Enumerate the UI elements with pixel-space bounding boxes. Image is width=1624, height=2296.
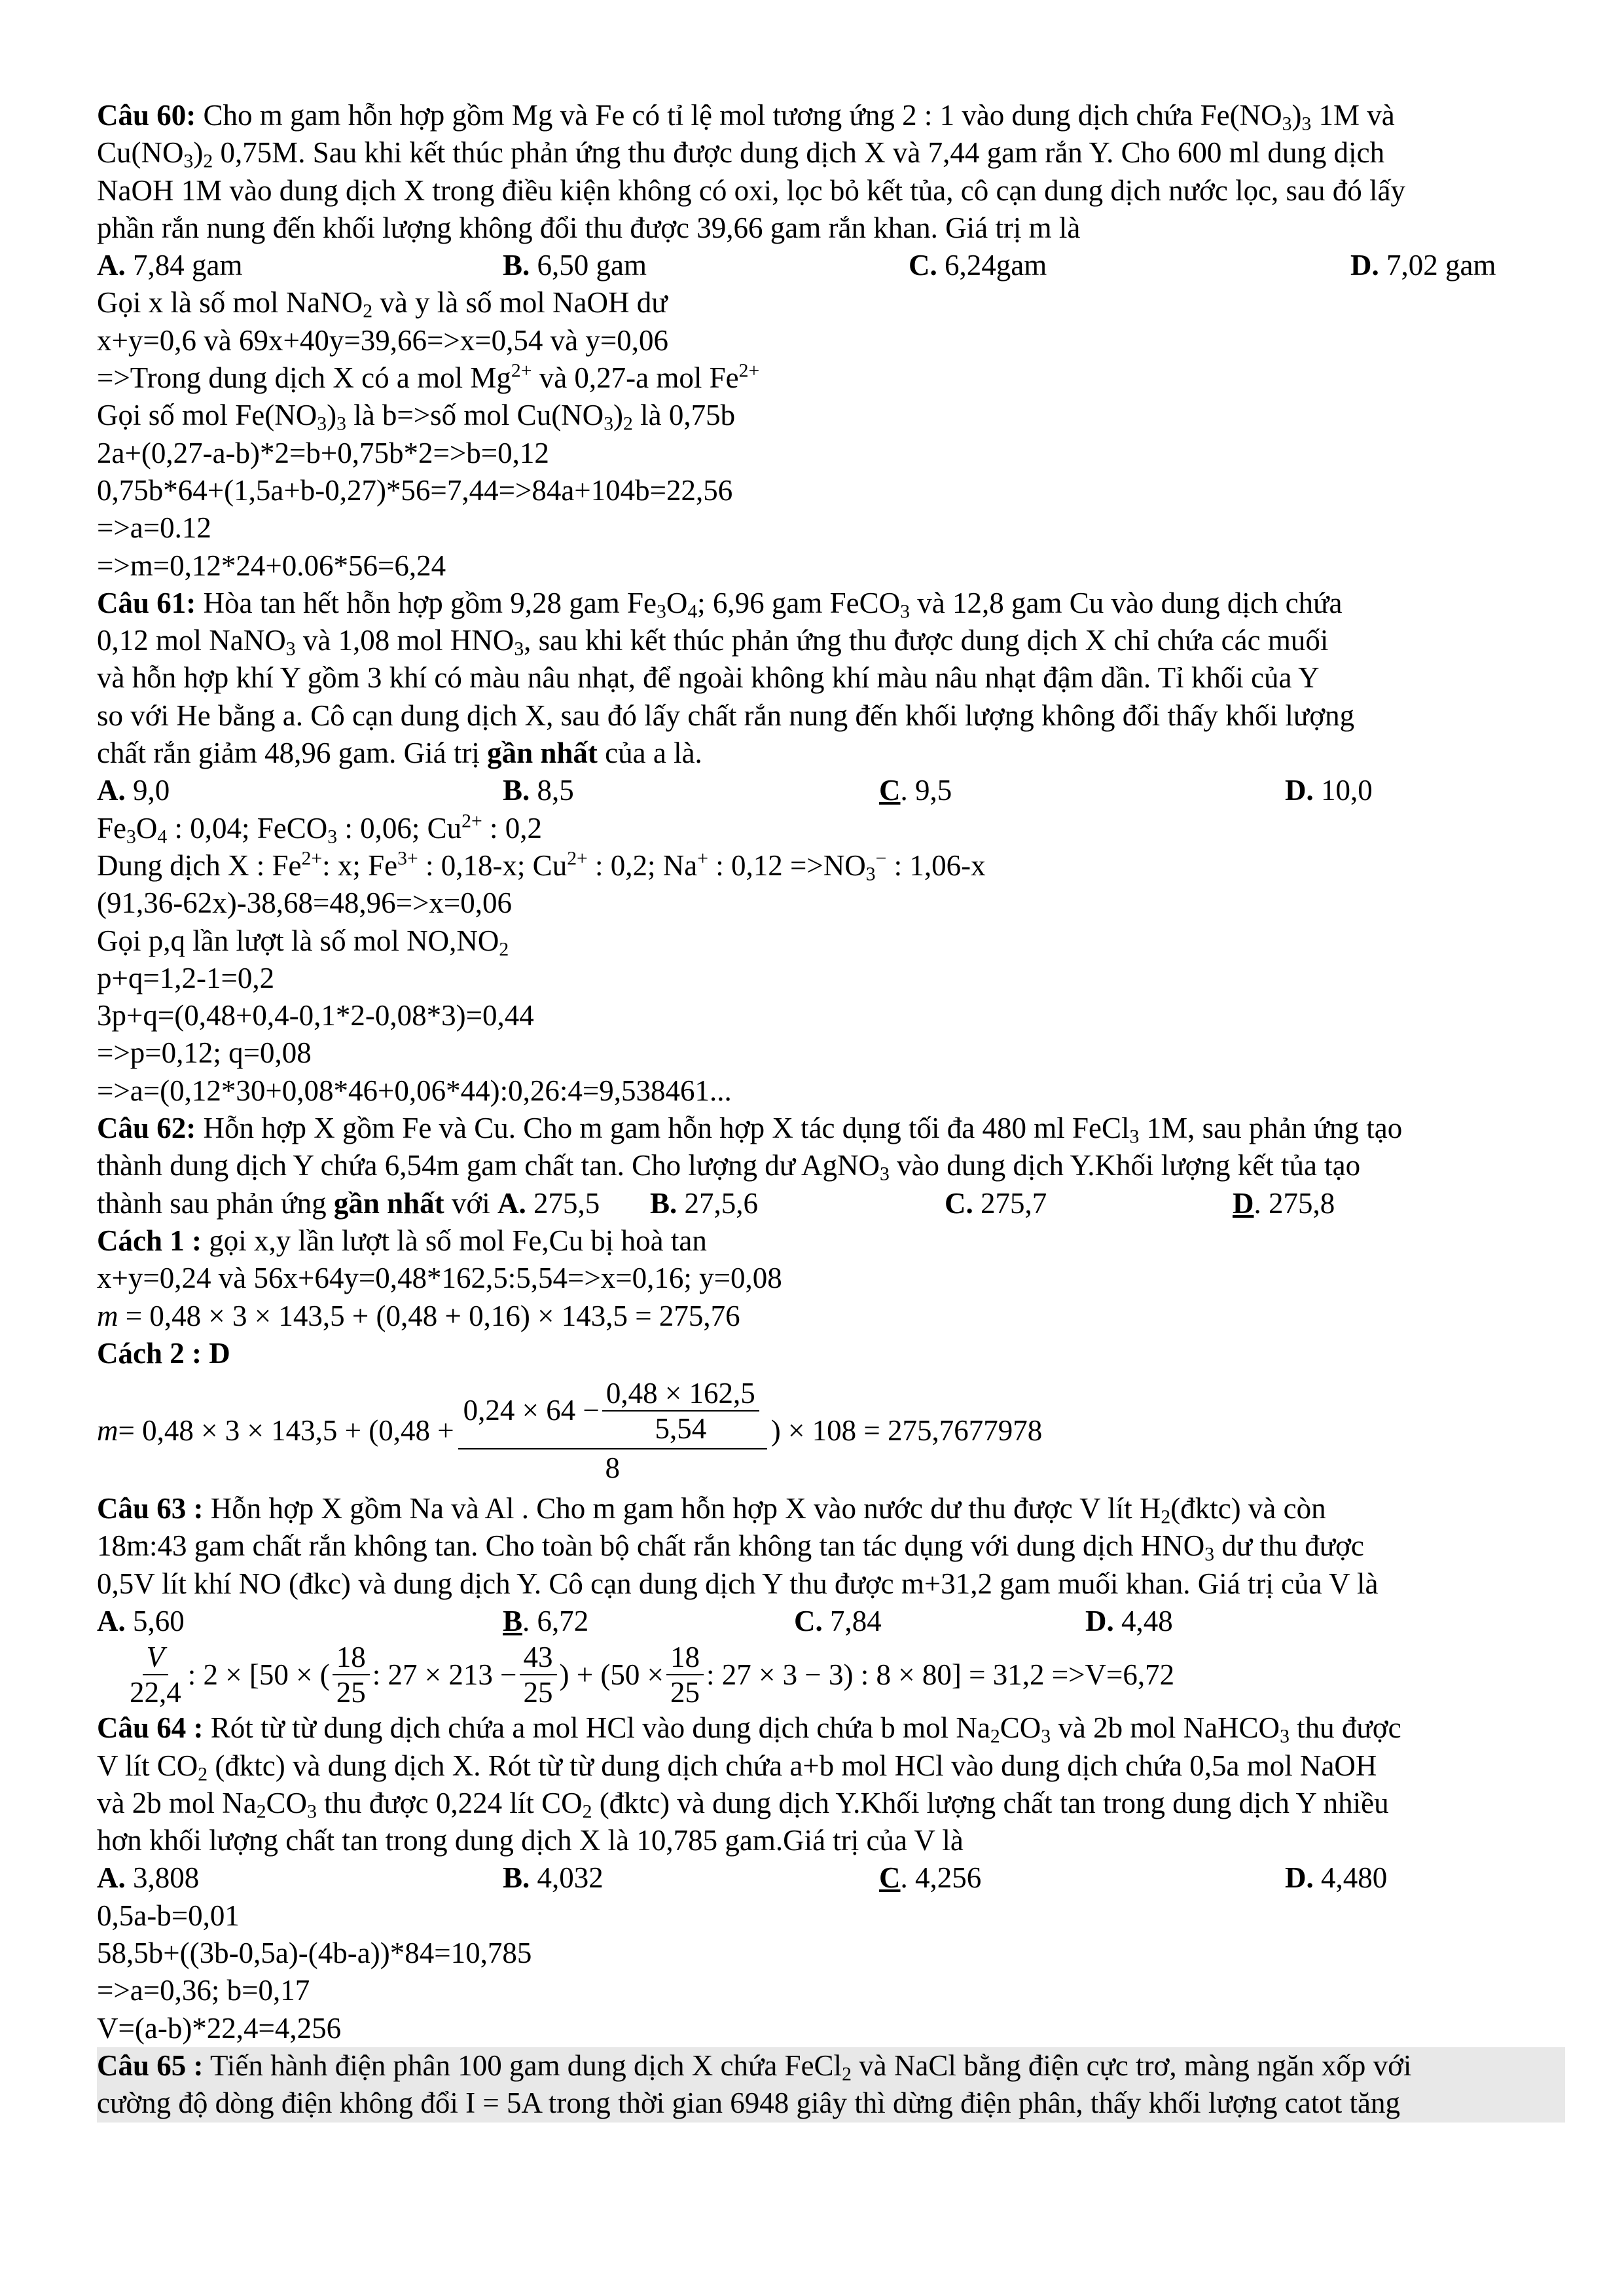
q61-option-a: A. 9,0 [97,774,170,807]
q63-line-2: 18m:43 gam chất rắn không tan. Cho toàn bộ chất rắn không tan tác dụng với dung dịch $HNO_3$ dư thu được [97,1529,1364,1565]
q62-line-2: thành dung dịch Y chứa 6,54m gam chất tan. Cho lượng dư AgNO$_3$ vào dung dịch Y.Khối lượng kết tủa tạo [97,1149,1361,1185]
q64-solution-4: V=(a-b)*22,4=4,256 [97,2011,342,2045]
q60-option-d: D. 7,02 gam [1350,249,1496,282]
q64-label: Câu 64 : [97,1711,204,1745]
q63-line-1: Câu 63 : Hỗn hợp X gồm Na và Al . Cho m gam hỗn hợp X vào nước dư thu được V lít $H_2(đktc)$ và còn [97,1492,1326,1528]
q61-option-c: C. 9,5 [879,774,952,807]
question-64 [97,1709,1565,2047]
q61-option-d: D. 10,0 [1285,774,1373,807]
q64-line-1: Câu 64 : Rót từ từ dung dịch chứa a mol HCl vào dung dịch chứa b mol $Na_2CO_3$ và 2b mol NaHCO$_3$ thu được [97,1711,1401,1747]
q64-line-3: và 2b mol $Na_2CO_3$ thu được 0,224 lít $CO_2$ (đktc) và dung dịch Y.Khối lượng chất tan trong dung dịch Y nhiều [97,1786,1389,1823]
q65-line-1: Câu 65 : Tiến hành điện phân 100 gam dung dịch X chứa FeCl$_2$ và NaCl bằng điện cực trơ, màng ngăn xốp với [97,2049,1412,2085]
q64-option-b: B. 4,032 [503,1861,604,1895]
question-62 [97,1110,1565,1486]
q61-options [97,772,1565,809]
question-63 [97,1490,1565,1709]
q60-solution-5: 2a+(0,27-a-b)*2=b+0,75b*2=>b=0,12 [97,436,549,469]
q64-option-a: A. 3,808 [97,1861,200,1895]
q63-option-c: C. 7,84 [794,1604,882,1637]
q60-solution-2: x+y=0,6 và 69x+40y=39,66=>x=0,54 và y=0,06 [97,323,668,357]
q64-solution-1: 0,5a-b=0,01 [97,1899,240,1932]
q65-line-2: cường độ dòng điện không đổi I = 5A trong thời gian 6948 giây thì dừng điện phân, thấy khối lượng catot tăng [97,2086,1400,2120]
q62-label: Câu 62: [97,1112,196,1145]
q65-label: Câu 65 : [97,2049,204,2082]
q62-compound-fraction: 0,24 × 64 − $\frac{0,48 \times 162,5}{5,54}$ 8 [458,1376,767,1486]
question-60 [97,97,1565,585]
q61-line-2: 0,12 mol NaNO$_3$ và 1,08 mol $HNO_3$, sau khi kết thúc phản ứng thu được dung dịch X chỉ chứa các muối [97,624,1329,660]
q63-option-b: B. 6,72 [503,1604,589,1637]
q61-solution-6: 3p+q=(0,48+0,4-0,1*2-0,08*3)=0,44 [97,999,534,1032]
q61-label: Câu 61: [97,586,196,619]
q63-option-d: D. 4,48 [1085,1604,1173,1637]
q60-options [97,247,1565,284]
q61-line-3: và hỗn hợp khí Y gồm 3 khí có màu nâu nhạt, để ngoài không khí màu nâu nhạt đậm dần. Tỉ khối của Y [97,661,1320,695]
q61-solution-3: (91,36-62x)-38,68=48,96=>x=0,06 [97,886,512,920]
q64-line-4: hơn khối lượng chất tan trong dung dịch X là 10,785 gam.Giá trị của V là [97,1824,964,1857]
q60-label: Câu 60: [97,99,196,132]
q60-solution-1: Gọi x là số mol NaNO$_2$ và y là số mol NaOH dư [97,286,668,322]
q64-solution-2: 58,5b+((3b-0,5a)-(4b-a))*84=10,785 [97,1937,532,1970]
q63-line-3: 0,5V lít khí NO (đkc) và dung dịch Y. Cô cạn dung dịch Y thu được m+31,2 gam muối khan. Giá trị của V là [97,1567,1379,1600]
q62-option-d: D. 275,8 [1233,1186,1335,1220]
q60-solution-6: 0,75b*64+(1,5a+b-0,27)*56=7,44=>84a+104b=22,56 [97,473,733,507]
q62-method-1-formula: m = 0,48 × 3 × 143,5 + (0,48 + 0,16) × 143,5 = 275,76 [97,1299,740,1332]
q61-solution-1: $Fe_3O_4$ : 0,04; FeCO$_3$ : 0,06; $Cu^{2+}$ : 0,2 [97,811,542,848]
q60-line-4: phần rắn nung đến khối lượng không đổi thu được 39,66 gam rắn khan. Giá trị m là [97,211,1081,244]
q60-option-a: A. 7,84 gam [97,249,243,282]
q64-option-d: D. 4,480 [1285,1861,1388,1895]
q62-option-b: B. 27,5,6 [650,1186,759,1220]
q60-option-c: C. 6,24gam [909,249,1047,282]
q62-method-1-step: x+y=0,24 và 56x+64y=0,48*162,5:5,54=>x=0,16; y=0,08 [97,1262,782,1295]
q60-line-1: Câu 60: Cho m gam hỗn hợp gồm Mg và Fe có tỉ lệ mol tương ứng 2 : 1 vào dung dịch chứa $Fe(NO_3)_3$ 1M và [97,99,1395,135]
q60-option-b: B. 6,50 gam [503,249,647,282]
q63-solution-formula: $\frac{V}{22,4}$ : 2 × [50 × ( $\frac{18}{25}$ : 27 × 213 − $\frac{43}{25}$ ) + (50 × $\frac{18}{25}$ : 27 × 3 − 3) : 8 × 80] = 31,2 =>V=6,72 [130,1641,1175,1709]
q60-solution-4: Gọi số mol $Fe(NO_3)_3$ là b=>số mol $Cu(NO_3)_2$ là 0,75b [97,399,736,435]
q61-line-5: chất rắn giảm 48,96 gam. Giá trị gần nhất của a là. [97,737,702,770]
q63-option-a: A. 5,60 [97,1604,185,1637]
q63-label: Câu 63 : [97,1492,204,1525]
q62-stem-with-option-a: thành sau phản ứng gần nhất với A. 275,5 [97,1186,600,1220]
q61-solution-2: Dung dịch X : $Fe^{2+}$: x; $Fe^{3+}$ : 0,18-x; $Cu^{2+}$ : 0,2; Na+ : $0,12 =>NO_3^-$ : 1,06-x [97,848,986,885]
question-61 [97,585,1565,1110]
q62-line-1: Câu 62: Hỗn hợp X gồm Fe và Cu. Cho m gam hỗn hợp X tác dụng tối đa 480 ml FeCl$_3$ 1M, sau phản ứng tạo [97,1112,1403,1148]
q61-solution-8: =>a=(0,12*30+0,08*46+0,06*44):0,26:4=9,538461... [97,1074,732,1107]
q61-option-b: B. 8,5 [503,774,574,807]
q64-line-2: V lít $CO_2$ (đktc) và dung dịch X. Rót từ từ dung dịch chứa a+b mol HCl vào dung dịch chứa 0,5a mol NaOH [97,1749,1377,1785]
q61-solution-5: p+q=1,2-1=0,2 [97,961,275,994]
q62-method-1: Cách 1 : gọi x,y lần lượt là số mol Fe,Cu bị hoà tan [97,1224,707,1257]
q60-solution-8: =>m=0,12*24+0.06*56=6,24 [97,549,446,582]
q62-method-2-formula: m = 0,48 × 3 × 143,5 + (0,48 + 0,24 × 64 − $\frac{0,48 \times 162,5}{5,54}$ 8 ) × 108 = 275,7677978 [97,1376,1565,1486]
q60-line-2: $Cu(NO_3)_2$ 0,75M. Sau khi kết thúc phản ứng thu được dung dịch X và 7,44 gam rắn Y. Cho 600 ml dung dịch [97,136,1385,172]
q61-line-4: so với He bằng a. Cô cạn dung dịch X, sau đó lấy chất rắn nung đến khối lượng không đổi thấy khối lượng [97,699,1355,732]
q62-line-3 [97,1185,1565,1222]
q62-option-c: C. 275,7 [945,1186,1047,1220]
q64-solution-3: =>a=0,36; b=0,17 [97,1974,310,2007]
q62-method-2: Cách 2 : D [97,1336,230,1370]
q60-solution-3: =>Trong dung dịch X có a mol $Mg^{2+}$ và 0,27-a mol $Fe^{2+}$ [97,360,760,395]
q60-solution-7: =>a=0.12 [97,511,211,545]
q61-solution-4: Gọi p,q lần lượt là số mol $NO,NO_2$ [97,924,509,960]
q61-solution-7: =>p=0,12; q=0,08 [97,1036,312,1070]
q61-line-1: Câu 61: Hòa tan hết hỗn hợp gồm 9,28 gam $Fe_3O_4$; 6,96 gam FeCO$_3$ và 12,8 gam Cu vào dung dịch chứa [97,586,1343,623]
q63-options [97,1603,1565,1640]
question-65 [97,2047,1565,2123]
q64-option-c: C. 4,256 [879,1861,982,1895]
q60-line-3: NaOH 1M vào dung dịch X trong điều kiện không có oxi, lọc bỏ kết tủa, cô cạn dung dịch nước lọc, sau đó lấy [97,173,1406,207]
q64-options [97,1859,1565,1897]
